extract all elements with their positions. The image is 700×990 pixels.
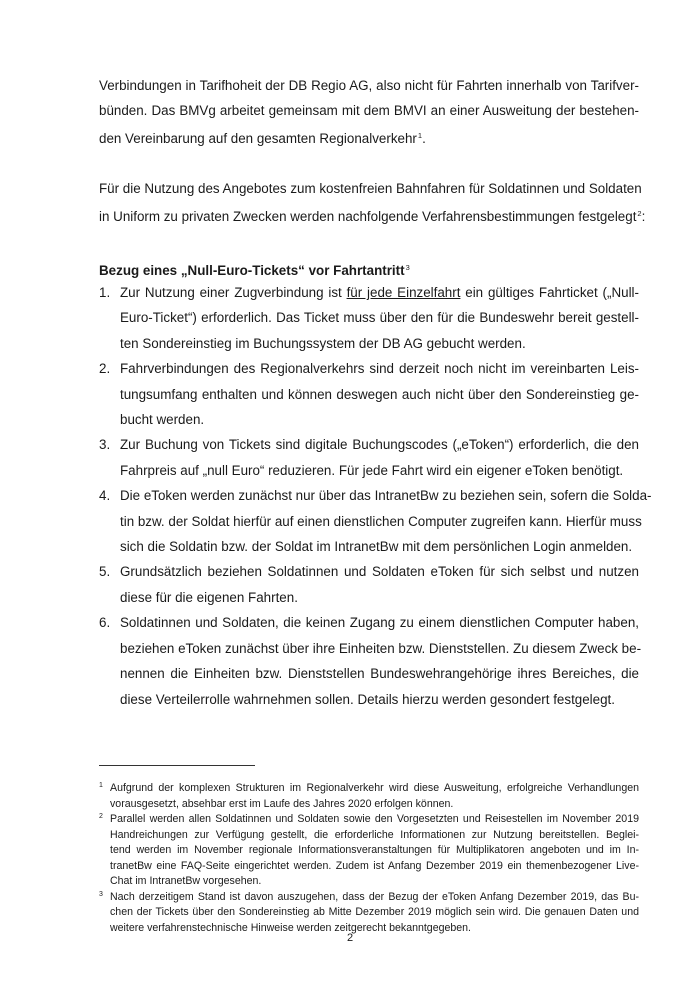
underlined-emphasis: für jede Einzelfahrt [346, 285, 461, 300]
section-heading-text: Bezug eines „Null-Euro-Tickets“ vor Fahrtantritt [99, 263, 405, 278]
footnote-ref-2[interactable]: 2 [637, 209, 642, 218]
list-item [99, 559, 639, 610]
list-item-number: 4. [99, 488, 111, 504]
list-item [99, 610, 642, 712]
list-item-line: Soldatinnen und Soldaten, die keinen Zugang zu einem dienstlichen Computer haben, [120, 615, 639, 631]
list-item [99, 356, 639, 432]
intro-line-3 [99, 123, 639, 151]
footnote-line: Handreichungen zur Verfügung gestellt, die erforderliche Informationen zur Nutzung bereitstellen. Beglei- [110, 828, 639, 841]
list-item-line: Die eToken werden zunächst nur über das IntranetBw zu beziehen sein, sofern die Solda- [120, 488, 652, 504]
footnote-1 [99, 781, 639, 812]
list-item-number: 6. [99, 615, 111, 631]
list-item-line: Euro-Ticket“) erforderlich. Das Ticket muss über den für die Bundeswehr bereit gestell- [120, 310, 639, 326]
para2-line-2-text: in Uniform zu privaten Zwecken werden nachfolgende Verfahrensbestimmungen festgelegt [99, 209, 637, 224]
footnotes [99, 781, 639, 936]
list-item-line [120, 280, 639, 305]
list-item-line: nennen die Einheiten bzw. Dienststellen Bundeswehrangehörige ihres Bereiches, die [120, 666, 639, 682]
list-item-line: sich die Soldatin bzw. der Soldat im IntranetBw mit dem persönlichen Login anmelden. [120, 539, 633, 555]
list-item-line: Fahrpreis auf „null Euro“ reduzieren. Für jede Fahrt wird ein eigener eToken benötigt. [120, 462, 624, 478]
section-heading [99, 255, 410, 283]
list-item-line: tin bzw. der Soldat hierfür auf einen dienstlichen Computer zugreifen kann. Hierfür muss [120, 513, 642, 529]
list-item-text: ein gültiges Fahrticket („Null- [460, 285, 639, 300]
footnote-line: Aufgrund der komplexen Strukturen im Regionalverkehr wird diese Ausweitung, erfolgreiche Verhandlungen [110, 782, 639, 794]
footnote-mark: 2 [99, 813, 103, 820]
footnote-line: chen der Tickets über den Sondereinstieg ab Mitte Dezember 2019 möglich sein wird. Die genauen Daten und [110, 906, 639, 918]
list-item [99, 483, 652, 559]
list-item-line: beziehen eToken zunächst über ihre Einheiten bzw. Dienststellen. Zu diesem Zweck be- [120, 640, 642, 656]
page-number: 2 [346, 932, 354, 944]
footnote-line: Parallel werden allen Soldatinnen und Soldaten sowie den Vorgesetzten und Reisestellen im November 2019 [110, 813, 639, 825]
list-item-number: 1. [99, 285, 111, 300]
footnote-separator [99, 765, 255, 766]
intro-line-3-text: den Vereinbarung auf den gesamten Regionalverkehr [99, 131, 417, 146]
list-item [99, 280, 639, 356]
intro-line-1: Verbindungen in Tarifhoheit der DB Regio AG, also nicht für Fahrten innerhalb von Tarifver- [99, 78, 639, 93]
para2-line-2 [99, 201, 646, 229]
list-item-number: 2. [99, 361, 111, 377]
list-item-line: ten Sondereinstieg im Buchungssystem der DB AG gebucht werden. [120, 335, 526, 351]
para2-line-1: Für die Nutzung des Angebotes zum kostenfreien Bahnfahren für Soldatinnen und Soldaten [99, 181, 642, 196]
list-item-number: 5. [99, 564, 111, 580]
list-item-text: Zur Nutzung einer Zugverbindung ist [120, 285, 347, 300]
footnote-mark: 3 [99, 890, 103, 898]
list-item-line: bucht werden. [120, 412, 205, 428]
list-item [99, 432, 639, 483]
para2-line-2-end: : [641, 209, 646, 224]
footnote-2 [99, 812, 639, 890]
intro-line-3-end: . [422, 131, 426, 146]
footnote-ref-1[interactable]: 1 [417, 131, 423, 140]
list-item-line: Grundsätzlich beziehen Soldatinnen und Soldaten eToken für sich selbst und nutzen [120, 564, 639, 580]
list-item-line: diese für die eigenen Fahrten. [120, 589, 298, 605]
footnote-line: tend werden im November regionale Informationsveranstaltungen für Multiplikatoren angeboten und im In- [110, 844, 639, 856]
footnote-line: weitere verfahrenstechnische Hinweise werden zeitgerecht bekanntgegeben. [110, 921, 471, 934]
list-item-line: Zur Buchung von Tickets sind digitale Buchungscodes („eToken“) erforderlich, die den [120, 437, 639, 453]
footnote-mark: 1 [99, 782, 103, 789]
footnote-line: tranetBw eine FAQ-Seite eingerichtet werden. Zudem ist Anfang Dezember 2019 ein themenbezogener Live- [110, 859, 639, 872]
footnote-ref-3[interactable]: 3 [405, 263, 410, 272]
list-item-line: diese Verteilerrolle wahrnehmen sollen. Details hierzu werden gesondert festgelegt. [120, 691, 615, 707]
list-item-line: tungsumfang enthalten und können deswegen auch nicht über den Sondereinstieg ge- [120, 386, 639, 402]
list-item-number: 3. [99, 437, 111, 453]
footnote-line: Chat im IntranetBw vorgesehen. [110, 875, 262, 887]
footnote-line: vorausgesetzt, absehbar erst im Laufe des Jahres 2020 erfolgen können. [110, 797, 454, 810]
list-item-line: Fahrverbindungen des Regionalverkehrs sind derzeit noch nicht im vereinbarten Leis- [120, 361, 639, 377]
intro-line-2: bünden. Das BMVg arbeitet gemeinsam mit dem BMVI an einer Ausweitung der bestehen- [99, 103, 639, 118]
footnote-3 [99, 890, 639, 937]
footnote-line: Nach derzeitigem Stand ist davon auszugehen, dass der Bezug der eToken Anfang Dezember 2019, das Bu- [110, 890, 639, 903]
procedure-list [99, 280, 652, 712]
